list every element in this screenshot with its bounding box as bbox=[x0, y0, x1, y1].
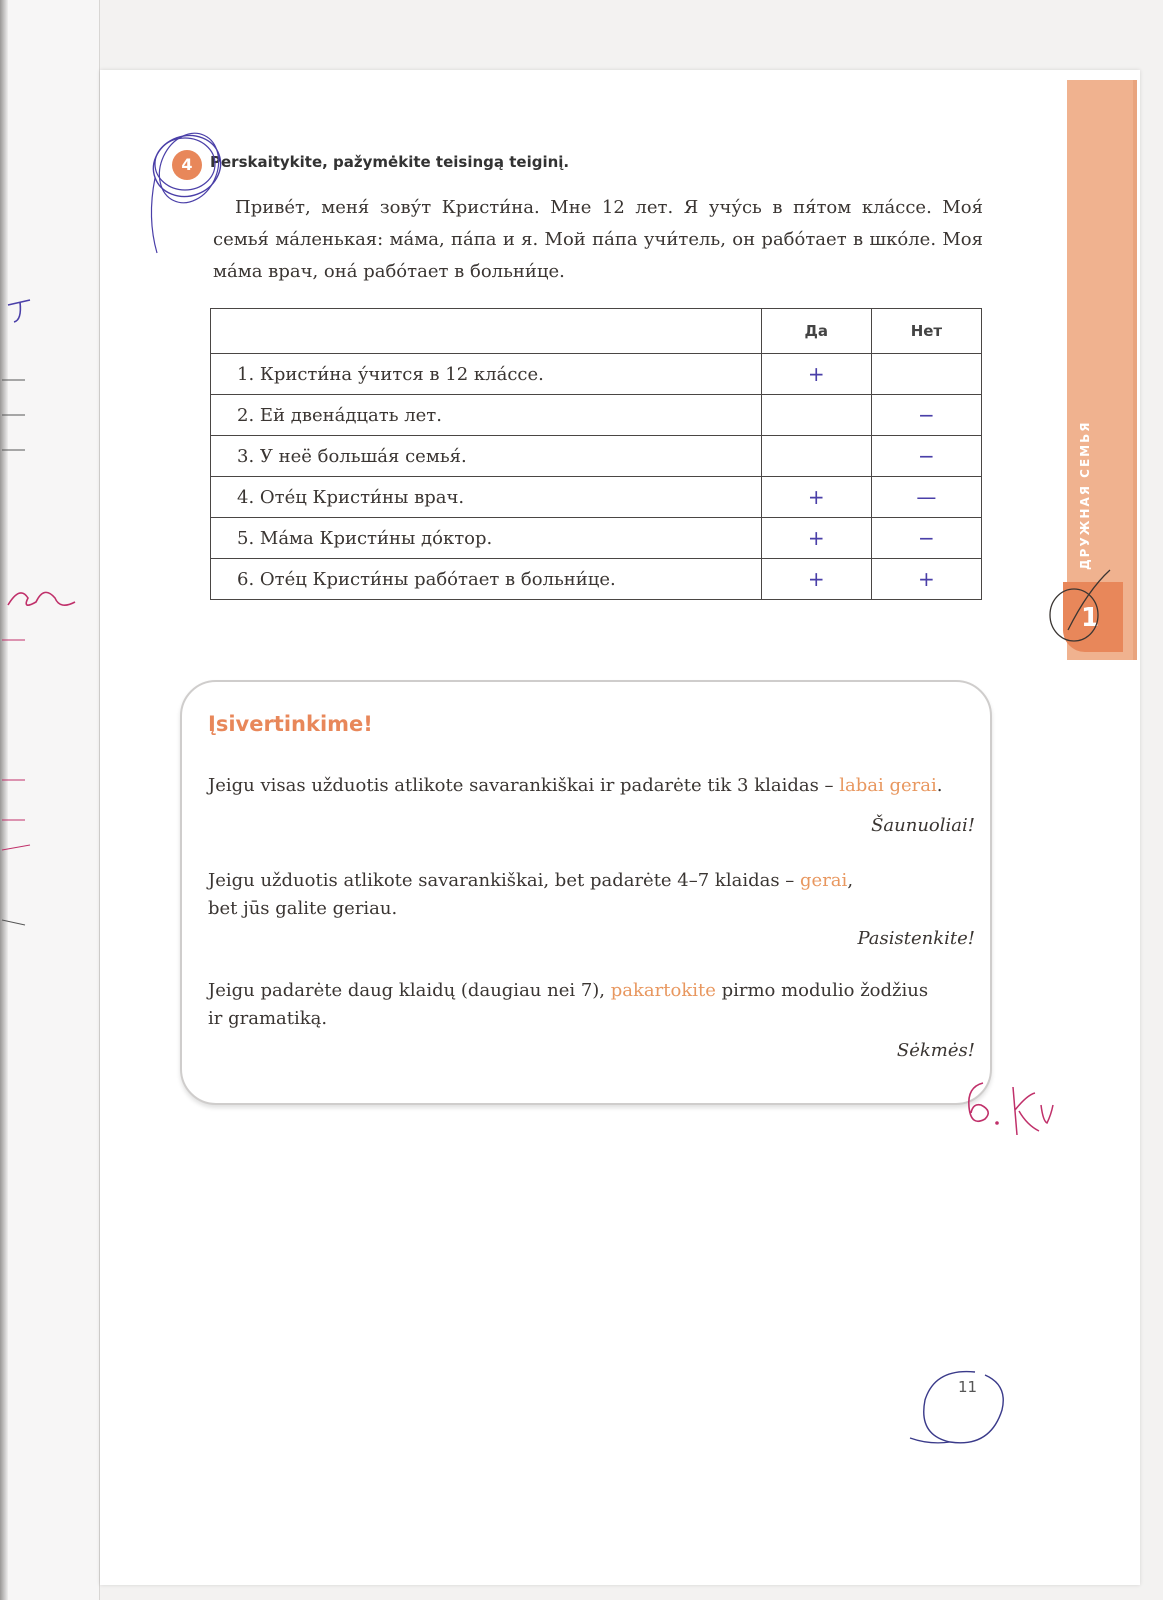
statement-cell: 3. У неё больша́я семья́. bbox=[211, 436, 762, 477]
da-answer-cell[interactable]: + bbox=[761, 477, 871, 518]
header-net: Нет bbox=[871, 309, 981, 354]
table-row bbox=[211, 436, 982, 477]
statement-cell: 1. Кристи́на у́чится в 12 кла́ссе. bbox=[211, 354, 762, 395]
header-statement bbox=[211, 309, 762, 354]
statement-cell: 4. Оте́ц Кристи́ны врач. bbox=[211, 477, 762, 518]
previous-page-edge bbox=[0, 0, 100, 1600]
net-answer-cell[interactable]: + bbox=[871, 559, 981, 600]
net-answer-cell[interactable]: — bbox=[871, 477, 981, 518]
net-answer-cell[interactable]: − bbox=[871, 518, 981, 559]
table-row bbox=[211, 395, 982, 436]
module-side-tab bbox=[1067, 80, 1137, 660]
net-answer-cell[interactable]: − bbox=[871, 395, 981, 436]
evaluation-praise-1: Šaunuoliai! bbox=[871, 815, 975, 836]
da-answer-cell[interactable] bbox=[761, 436, 871, 477]
evaluation-praise-2: Pasistenkite! bbox=[857, 928, 975, 949]
evaluation-block-1 bbox=[208, 772, 978, 800]
evaluation-text: ir gramatiką. bbox=[208, 1008, 328, 1029]
reading-text bbox=[213, 192, 983, 288]
task-number-badge: 4 bbox=[172, 150, 202, 180]
evaluation-highlight: pakartokite bbox=[610, 980, 716, 1001]
evaluation-text: , bbox=[847, 870, 854, 891]
evaluation-text: Jeigu užduotis atlikote savarankiškai, bet padarėte 4–7 klaidas – bbox=[208, 870, 801, 891]
task-instruction: Perskaitykite, pažymėkite teisingą teiginį. bbox=[210, 153, 570, 171]
evaluation-block-3 bbox=[208, 977, 978, 1033]
evaluation-text: pirmo modulio žodžius bbox=[715, 980, 929, 1001]
statement-cell: 5. Ма́ма Кристи́ны до́ктор. bbox=[211, 518, 762, 559]
evaluation-highlight: labai gerai bbox=[839, 775, 937, 796]
table-row bbox=[211, 559, 982, 600]
da-answer-cell[interactable]: + bbox=[761, 518, 871, 559]
module-side-label: ДРУЖНАЯ СЕМЬЯ bbox=[1078, 420, 1092, 570]
table-row bbox=[211, 518, 982, 559]
da-answer-cell[interactable]: + bbox=[761, 559, 871, 600]
statement-cell: 6. Оте́ц Кристи́ны рабо́тает в больни́це. bbox=[211, 559, 762, 600]
page-number: 11 bbox=[958, 1378, 978, 1396]
table-row bbox=[211, 477, 982, 518]
reading-paragraph: Приве́т, меня́ зову́т Кристи́на. Мне 12 лет. Я учу́сь в пя́том кла́ссе. Моя́ семья́ ма́ленькая: ма́ма, па́па и я. Мой па́па учи́тель, он рабо́тает в шко́ле. Моя ма́ма врач, она́ рабо́тает в больни́це. bbox=[213, 197, 983, 282]
table-header-row bbox=[211, 309, 982, 354]
binding-shadow bbox=[0, 0, 8, 1600]
evaluation-block-2 bbox=[208, 867, 978, 923]
evaluation-text: . bbox=[936, 775, 943, 796]
table-row bbox=[211, 354, 982, 395]
evaluation-highlight: gerai bbox=[800, 870, 848, 891]
evaluation-text: Jeigu visas užduotis atlikote savarankiškai ir padarėte tik 3 klaidas – bbox=[208, 775, 840, 796]
true-false-table bbox=[210, 308, 982, 600]
evaluation-text: bet jūs galite geriau. bbox=[208, 898, 398, 919]
evaluation-text: Jeigu padarėte daug klaidų (daugiau nei 7), bbox=[208, 980, 611, 1001]
header-da: Да bbox=[761, 309, 871, 354]
module-number: 1 bbox=[1080, 603, 1100, 633]
self-evaluation-title: Įsivertinkime! bbox=[208, 712, 373, 736]
evaluation-praise-3: Sėkmės! bbox=[896, 1040, 975, 1061]
net-answer-cell[interactable]: − bbox=[871, 436, 981, 477]
net-answer-cell[interactable] bbox=[871, 354, 981, 395]
da-answer-cell[interactable]: + bbox=[761, 354, 871, 395]
da-answer-cell[interactable] bbox=[761, 395, 871, 436]
statement-cell: 2. Ей двена́дцать лет. bbox=[211, 395, 762, 436]
